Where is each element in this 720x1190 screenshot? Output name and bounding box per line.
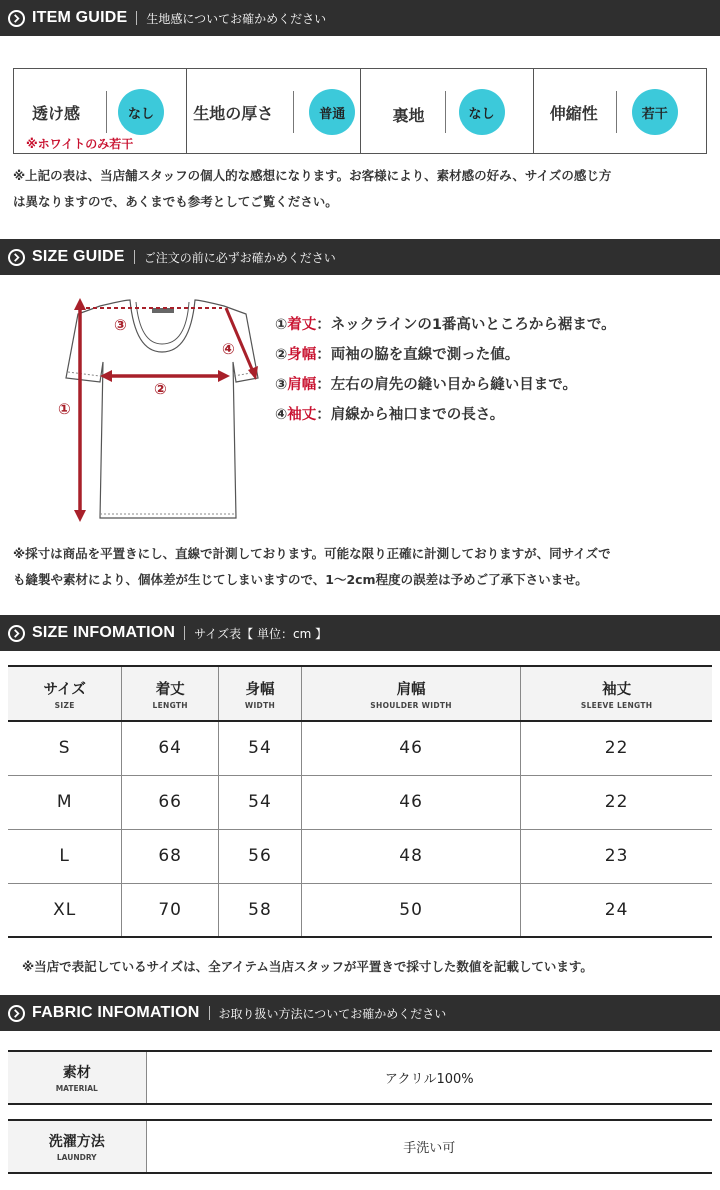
table-row: M 66 54 46 22 [8,775,712,829]
legend-item: ③肩幅：左右の肩先の縫い目から縫い目まで。 [275,377,577,393]
guide-cell-stretch [534,69,706,153]
section-subtitle: 生地感についてお確かめください [146,11,327,26]
laundry-value: 手洗い可 [403,1141,456,1156]
marker-sleeve: ④ [222,340,235,358]
legend-item: ②身幅：両袖の脇を直線で測った値。 [275,347,520,363]
legend-item: ④袖丈：肩線から袖口までの長さ。 [275,407,505,423]
legend-item: ①着丈：ネックラインの1番高いところから裾まで。 [275,317,616,333]
size-info-header [0,615,720,651]
chevron-right-icon [8,249,25,266]
fabric-laundry-table [8,1119,712,1174]
fabric-material-table [8,1050,712,1105]
tshirt-diagram [40,290,270,530]
guide-note: ※ホワイトのみ若干 [26,137,134,151]
section-subtitle: お取り扱い方法についてお確かめください [218,1006,447,1021]
guide-cell-transparency [14,69,187,153]
col-width: 身幅 WIDTH [219,666,302,721]
size-table-note: ※当店で表記しているサイズは、全アイテム当店スタッフが平置きで採寸した数値を記載しています。 [22,959,593,974]
table-row: S 64 54 46 22 [8,721,712,775]
item-guide-header [0,0,720,36]
guide-cell-lining [361,69,534,153]
guide-label: 透け感 [32,104,81,123]
guide-badge: なし [118,89,164,135]
marker-width: ② [154,380,167,398]
col-length: 着丈 LENGTH [122,666,219,721]
size-table [8,665,712,938]
section-title: SIZE GUIDE [32,248,125,265]
fabric-info-header [0,995,720,1031]
size-guide-header [0,239,720,275]
table-row: XL 70 58 50 24 [8,883,712,937]
chevron-right-icon [8,625,25,642]
guide-badge: 若干 [632,89,678,135]
table-header-row [8,666,712,721]
col-size: サイズ SIZE [8,666,122,721]
section-title: ITEM GUIDE [32,9,128,26]
item-guide-note: ※上記の表は、当店舗スタッフの個人的な感想になります。お客様により、素材感の好み、サイズの感じ方 は異なりますので、あくまでも参考としてご覧ください。 [13,168,612,209]
size-guide-note: ※採寸は商品を平置きにし、直線で計測しております。可能な限り正確に計測しておりますが、同サイズで も縫製や素材により、個体差が生じてしまいますので、1〜2cm程度の誤差は予めご了承下さいませ。 [13,546,611,587]
marker-shoulder: ③ [114,316,127,334]
guide-label: 裏地 [392,106,425,125]
section-title: SIZE INFOMATION [32,624,176,641]
col-shoulder: 肩幅 SHOULDER WIDTH [301,666,520,721]
section-subtitle: サイズ表【 単位：cm 】 [194,626,328,641]
table-row: 洗濯方法 LAUNDRY 手洗い可 [8,1120,712,1173]
table-row: 素材 MATERIAL アクリル100% [8,1051,712,1104]
guide-label: 生地の厚さ [193,104,274,123]
table-row: L 68 56 48 23 [8,829,712,883]
col-sleeve: 袖丈 SLEEVE LENGTH [580,681,653,710]
item-guide-table [13,68,707,154]
section-subtitle: ご注文の前に必ずお確かめください [143,250,336,265]
guide-badge: 普通 [309,89,355,135]
section-title: FABRIC INFOMATION [32,1004,200,1021]
material-value: アクリル100% [384,1072,474,1087]
chevron-right-icon [8,10,25,27]
marker-length: ① [58,400,71,418]
size-legend [275,310,616,430]
chevron-right-icon [8,1005,25,1022]
guide-badge: なし [459,89,505,135]
guide-label: 伸縮性 [549,104,598,123]
guide-cell-thickness [187,69,360,153]
